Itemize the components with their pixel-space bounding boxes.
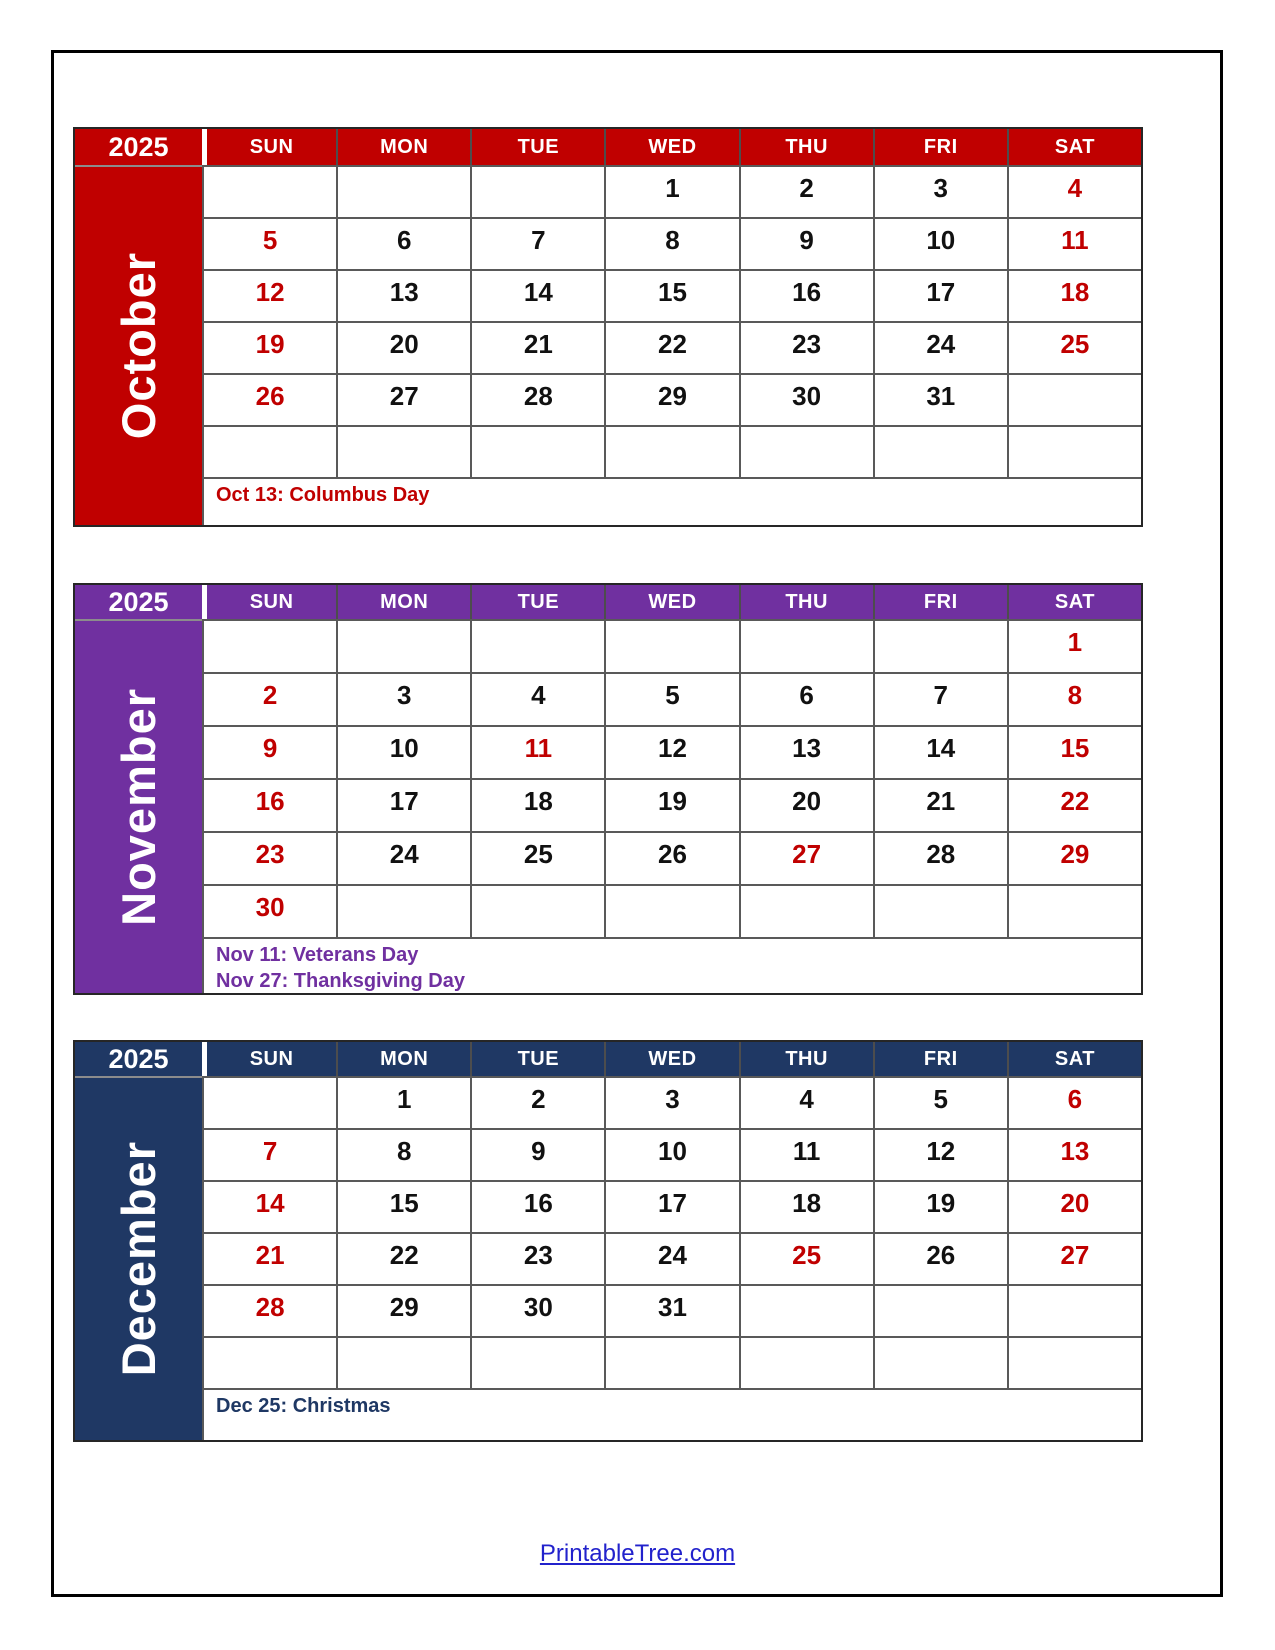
date-cell: [1007, 1284, 1141, 1336]
date-cell: [470, 165, 604, 217]
date-cell: 13: [1007, 1128, 1141, 1180]
date-cell: [202, 425, 336, 477]
date-cell: 1: [1007, 619, 1141, 672]
year-label: 2025: [75, 1042, 202, 1076]
month-name-label: November: [112, 688, 165, 926]
date-cell: 17: [873, 269, 1007, 321]
date-cell: 24: [873, 321, 1007, 373]
date-cell: 5: [873, 1076, 1007, 1128]
date-cell: 4: [739, 1076, 873, 1128]
date-cell: 20: [336, 321, 470, 373]
year-label: 2025: [75, 129, 202, 165]
date-cell: [336, 165, 470, 217]
date-cell: 23: [470, 1232, 604, 1284]
date-cell: 21: [470, 321, 604, 373]
date-cell: [202, 619, 336, 672]
date-cell: 26: [873, 1232, 1007, 1284]
holiday-note-line: Oct 13: Columbus Day: [216, 484, 430, 506]
date-cell: 18: [470, 778, 604, 831]
weekday-header-sun: SUN: [202, 585, 336, 619]
date-cell: [1007, 1336, 1141, 1388]
date-cell: 2: [470, 1076, 604, 1128]
date-cell: 4: [1007, 165, 1141, 217]
weekday-header-thu: THU: [739, 129, 873, 165]
date-cell: 26: [604, 831, 738, 884]
date-cell: [470, 619, 604, 672]
date-cell: 20: [739, 778, 873, 831]
date-cell: [739, 884, 873, 937]
date-cell: [604, 425, 738, 477]
date-cell: 6: [1007, 1076, 1141, 1128]
holiday-notes: [202, 1388, 1141, 1440]
date-cell: 19: [873, 1180, 1007, 1232]
date-cell: 9: [739, 217, 873, 269]
date-cell: 31: [873, 373, 1007, 425]
date-cell: 10: [336, 725, 470, 778]
date-cell: 11: [1007, 217, 1141, 269]
date-cell: [336, 619, 470, 672]
weekday-header-fri: FRI: [873, 585, 1007, 619]
date-cell: 22: [1007, 778, 1141, 831]
date-cell: 12: [873, 1128, 1007, 1180]
date-cell: [739, 1284, 873, 1336]
date-cell: 29: [336, 1284, 470, 1336]
date-cell: 12: [202, 269, 336, 321]
date-cell: [739, 1336, 873, 1388]
page-footer: [0, 1540, 1275, 1568]
holiday-notes: [202, 937, 1141, 993]
weekday-header-sat: SAT: [1007, 129, 1141, 165]
date-cell: [873, 619, 1007, 672]
holiday-notes: [202, 477, 1141, 525]
date-cell: 8: [1007, 672, 1141, 725]
weekday-header-fri: FRI: [873, 1042, 1007, 1076]
date-cell: 22: [604, 321, 738, 373]
date-cell: [1007, 373, 1141, 425]
date-cell: 21: [873, 778, 1007, 831]
date-cell: [604, 884, 738, 937]
date-cell: 29: [1007, 831, 1141, 884]
date-cell: 8: [604, 217, 738, 269]
date-cell: 28: [873, 831, 1007, 884]
date-cell: 13: [739, 725, 873, 778]
date-cell: [1007, 425, 1141, 477]
date-cell: 24: [604, 1232, 738, 1284]
date-cell: 5: [604, 672, 738, 725]
date-cell: [873, 884, 1007, 937]
weekday-header-wed: WED: [604, 129, 738, 165]
date-cell: 2: [202, 672, 336, 725]
date-cell: 30: [739, 373, 873, 425]
date-cell: 9: [202, 725, 336, 778]
date-cell: 12: [604, 725, 738, 778]
date-cell: [202, 1076, 336, 1128]
date-cell: 19: [202, 321, 336, 373]
date-cell: 26: [202, 373, 336, 425]
date-cell: 11: [739, 1128, 873, 1180]
date-cell: 25: [739, 1232, 873, 1284]
calendar-october: [73, 127, 1143, 527]
date-cell: 11: [470, 725, 604, 778]
date-cell: 3: [873, 165, 1007, 217]
weekday-header-sun: SUN: [202, 1042, 336, 1076]
date-cell: 14: [202, 1180, 336, 1232]
date-cell: 16: [739, 269, 873, 321]
weekday-header-wed: WED: [604, 1042, 738, 1076]
weekday-header-thu: THU: [739, 1042, 873, 1076]
date-cell: 18: [739, 1180, 873, 1232]
date-cell: [202, 1336, 336, 1388]
date-cell: 15: [604, 269, 738, 321]
date-cell: 30: [202, 884, 336, 937]
date-cell: 14: [873, 725, 1007, 778]
date-cell: 6: [336, 217, 470, 269]
date-cell: 1: [604, 165, 738, 217]
date-cell: 13: [336, 269, 470, 321]
date-cell: 15: [336, 1180, 470, 1232]
date-cell: 4: [470, 672, 604, 725]
holiday-note-line: Nov 11: Veterans Day: [216, 944, 419, 966]
date-cell: 27: [739, 831, 873, 884]
date-cell: 7: [470, 217, 604, 269]
date-cell: 21: [202, 1232, 336, 1284]
weekday-header-tue: TUE: [470, 585, 604, 619]
date-cell: [470, 884, 604, 937]
date-cell: [873, 1336, 1007, 1388]
date-cell: 28: [470, 373, 604, 425]
month-bar: [75, 165, 202, 525]
date-cell: 27: [336, 373, 470, 425]
holiday-note-line: Nov 27: Thanksgiving Day: [216, 970, 465, 992]
date-cell: [739, 425, 873, 477]
date-cell: 31: [604, 1284, 738, 1336]
date-cell: 9: [470, 1128, 604, 1180]
date-cell: 15: [1007, 725, 1141, 778]
date-cell: [470, 425, 604, 477]
date-cell: [873, 1284, 1007, 1336]
weekday-header-tue: TUE: [470, 1042, 604, 1076]
date-cell: 17: [336, 778, 470, 831]
date-cell: 10: [604, 1128, 738, 1180]
date-cell: 14: [470, 269, 604, 321]
date-cell: [470, 1336, 604, 1388]
holiday-note-line: Dec 25: Christmas: [216, 1395, 391, 1417]
month-bar: [75, 1076, 202, 1440]
weekday-header-thu: THU: [739, 585, 873, 619]
weekday-header-sat: SAT: [1007, 1042, 1141, 1076]
date-cell: 7: [873, 672, 1007, 725]
date-cell: 20: [1007, 1180, 1141, 1232]
date-cell: [604, 619, 738, 672]
date-cell: 23: [739, 321, 873, 373]
date-cell: [336, 1336, 470, 1388]
date-cell: [739, 619, 873, 672]
weekday-header-fri: FRI: [873, 129, 1007, 165]
date-cell: 18: [1007, 269, 1141, 321]
date-cell: 17: [604, 1180, 738, 1232]
date-cell: [873, 425, 1007, 477]
date-cell: 16: [202, 778, 336, 831]
footer-link[interactable]: PrintableTree.com: [539, 1540, 736, 1567]
date-cell: 23: [202, 831, 336, 884]
date-cell: 29: [604, 373, 738, 425]
calendar-december: [73, 1040, 1143, 1442]
date-cell: [604, 1336, 738, 1388]
date-cell: [1007, 884, 1141, 937]
date-cell: 1: [336, 1076, 470, 1128]
date-cell: 25: [470, 831, 604, 884]
weekday-header-mon: MON: [336, 129, 470, 165]
date-cell: 8: [336, 1128, 470, 1180]
date-cell: 24: [336, 831, 470, 884]
date-cell: 6: [739, 672, 873, 725]
date-cell: 5: [202, 217, 336, 269]
weekday-header-mon: MON: [336, 585, 470, 619]
month-name-label: December: [112, 1141, 165, 1377]
date-cell: [336, 884, 470, 937]
weekday-header-sat: SAT: [1007, 585, 1141, 619]
month-name-label: October: [112, 252, 165, 440]
date-cell: 27: [1007, 1232, 1141, 1284]
date-cell: 2: [739, 165, 873, 217]
weekday-header-wed: WED: [604, 585, 738, 619]
date-cell: [336, 425, 470, 477]
date-cell: 7: [202, 1128, 336, 1180]
date-cell: 28: [202, 1284, 336, 1336]
date-cell: [202, 165, 336, 217]
date-cell: 22: [336, 1232, 470, 1284]
weekday-header-sun: SUN: [202, 129, 336, 165]
date-cell: 19: [604, 778, 738, 831]
calendar-november: [73, 583, 1143, 995]
year-label: 2025: [75, 585, 202, 619]
month-bar: [75, 619, 202, 993]
date-cell: 3: [336, 672, 470, 725]
weekday-header-tue: TUE: [470, 129, 604, 165]
date-cell: 10: [873, 217, 1007, 269]
date-cell: 25: [1007, 321, 1141, 373]
weekday-header-mon: MON: [336, 1042, 470, 1076]
date-cell: 30: [470, 1284, 604, 1336]
date-cell: 16: [470, 1180, 604, 1232]
date-cell: 3: [604, 1076, 738, 1128]
